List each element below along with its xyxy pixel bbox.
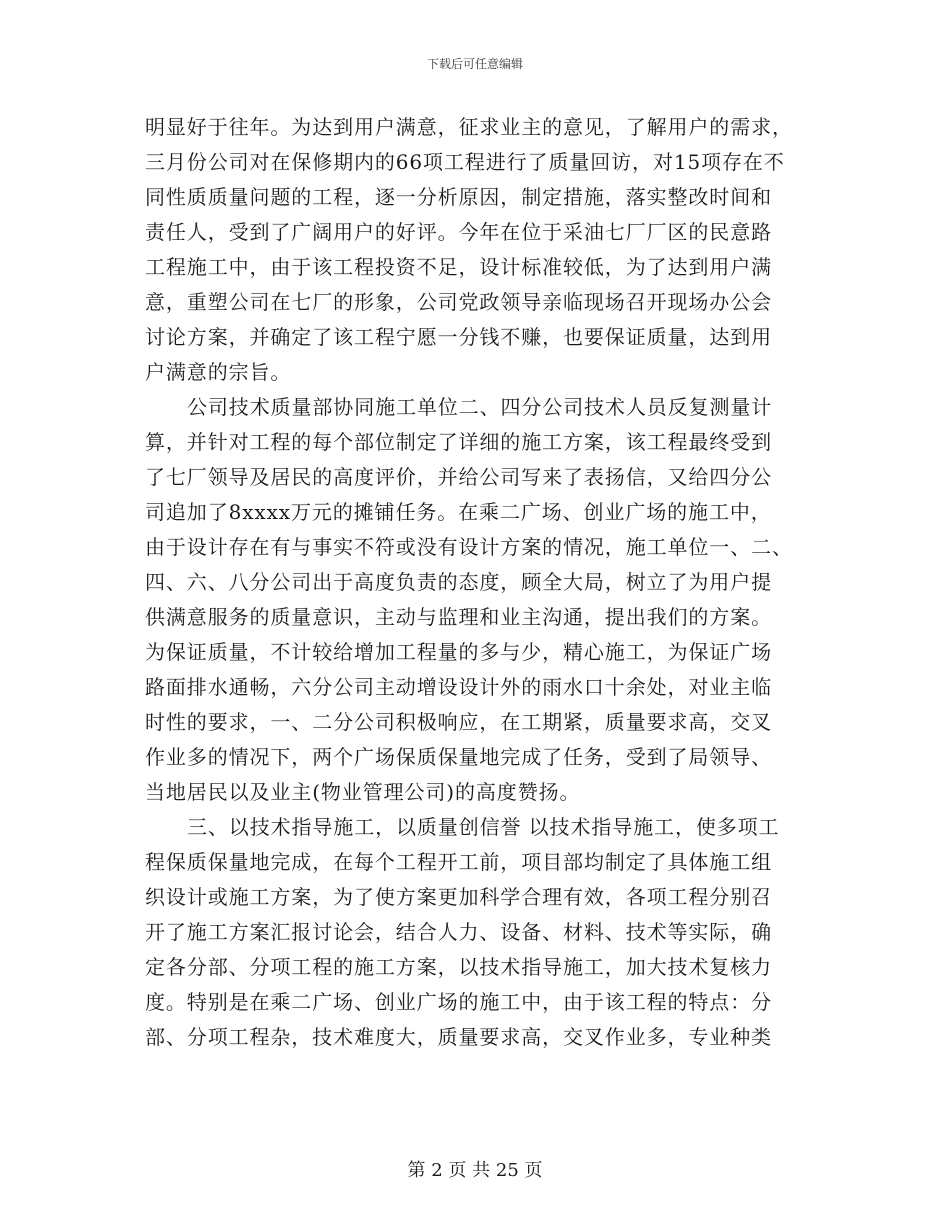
footer-prefix: 第 xyxy=(407,1160,426,1181)
document-body xyxy=(145,110,815,1055)
body-line: 算，并针对工程的每个部位制定了详细的施工方案，该工程最终受到 xyxy=(145,430,772,454)
page-header: 下载后可任意编辑 xyxy=(426,57,523,71)
body-line: 司追加了8xxxx万元的摊铺任务。在乘二广场、创业广场的施工中， xyxy=(145,500,772,524)
body-line: 供满意服务的质量意识，主动与监理和业主沟通，提出我们的方案。 xyxy=(145,605,772,629)
body-line: 为保证质量，不计较给增加工程量的多与少，精心施工，为保证广场 xyxy=(145,640,772,664)
body-line: 开了施工方案汇报讨论会，结合人力、设备、材料、技术等实际，确 xyxy=(145,920,772,944)
body-line: 部、分项工程杂，技术难度大，质量要求高，交叉作业多，专业种类 xyxy=(145,1025,772,1049)
body-line: 户满意的宗旨。 xyxy=(145,360,292,384)
paragraph-start-line: 三、以技术指导施工，以质量创信誉 以技术指导施工，使多项工 xyxy=(187,815,780,839)
body-line: 责任人，受到了广阔用户的好评。今年在位于采油七厂厂区的民意路 xyxy=(145,220,772,244)
body-line: 定各分部、分项工程的施工方案，以技术指导施工，加大技术复核力 xyxy=(145,955,772,979)
paragraph-start-line: 公司技术质量部协同施工单位二、四分公司技术人员反复测量计 xyxy=(187,395,773,419)
body-line: 度。特别是在乘二广场、创业广场的施工中，由于该工程的特点：分 xyxy=(145,990,772,1014)
body-line: 程保质保量地完成，在每个工程开工前，项目部均制定了具体施工组 xyxy=(145,850,772,874)
body-line: 当地居民以及业主(物业管理公司)的高度赞扬。 xyxy=(145,780,581,804)
footer-total-prefix: 共 xyxy=(472,1160,491,1181)
body-line: 同性质质量问题的工程，逐一分析原因，制定措施，落实整改时间和 xyxy=(145,185,772,209)
body-line: 讨论方案，并确定了该工程宁愿一分钱不赚，也要保证质量，达到用 xyxy=(145,325,772,349)
body-line: 作业多的情况下，两个广场保质保量地完成了任务，受到了局领导、 xyxy=(145,745,772,769)
footer-page-label: 页 xyxy=(448,1160,467,1181)
body-line: 了七厂领导及居民的高度评价，并给公司写来了表扬信，又给四分公 xyxy=(145,465,772,489)
body-line: 时性的要求，一、二分公司积极响应，在工期紧，质量要求高，交叉 xyxy=(145,710,772,734)
page-footer xyxy=(0,1156,950,1182)
footer-total-suffix: 页 xyxy=(524,1160,543,1181)
body-line: 路面排水通畅，六分公司主动增设设计外的雨水口十余处，对业主临 xyxy=(145,675,772,699)
current-page-number: 2 xyxy=(431,1160,443,1181)
body-line: 意，重塑公司在七厂的形象，公司党政领导亲临现场召开现场办公会 xyxy=(145,290,772,314)
body-line: 四、六、八分公司出于高度负责的态度，顾全大局，树立了为用户提 xyxy=(145,570,772,594)
body-line: 明显好于往年。为达到用户满意，征求业主的意见，了解用户的需求， xyxy=(145,115,793,139)
body-line: 由于设计存在有与事实不符或没有设计方案的情况，施工单位一、二、 xyxy=(145,535,793,559)
body-line: 工程施工中，由于该工程投资不足，设计标准较低，为了达到用户满 xyxy=(145,255,772,279)
body-line: 织设计或施工方案，为了使方案更加科学合理有效，各项工程分别召 xyxy=(145,885,772,909)
body-line: 三月份公司对在保修期内的66项工程进行了质量回访，对15项存在不 xyxy=(145,150,785,174)
total-page-count: 25 xyxy=(495,1160,519,1181)
